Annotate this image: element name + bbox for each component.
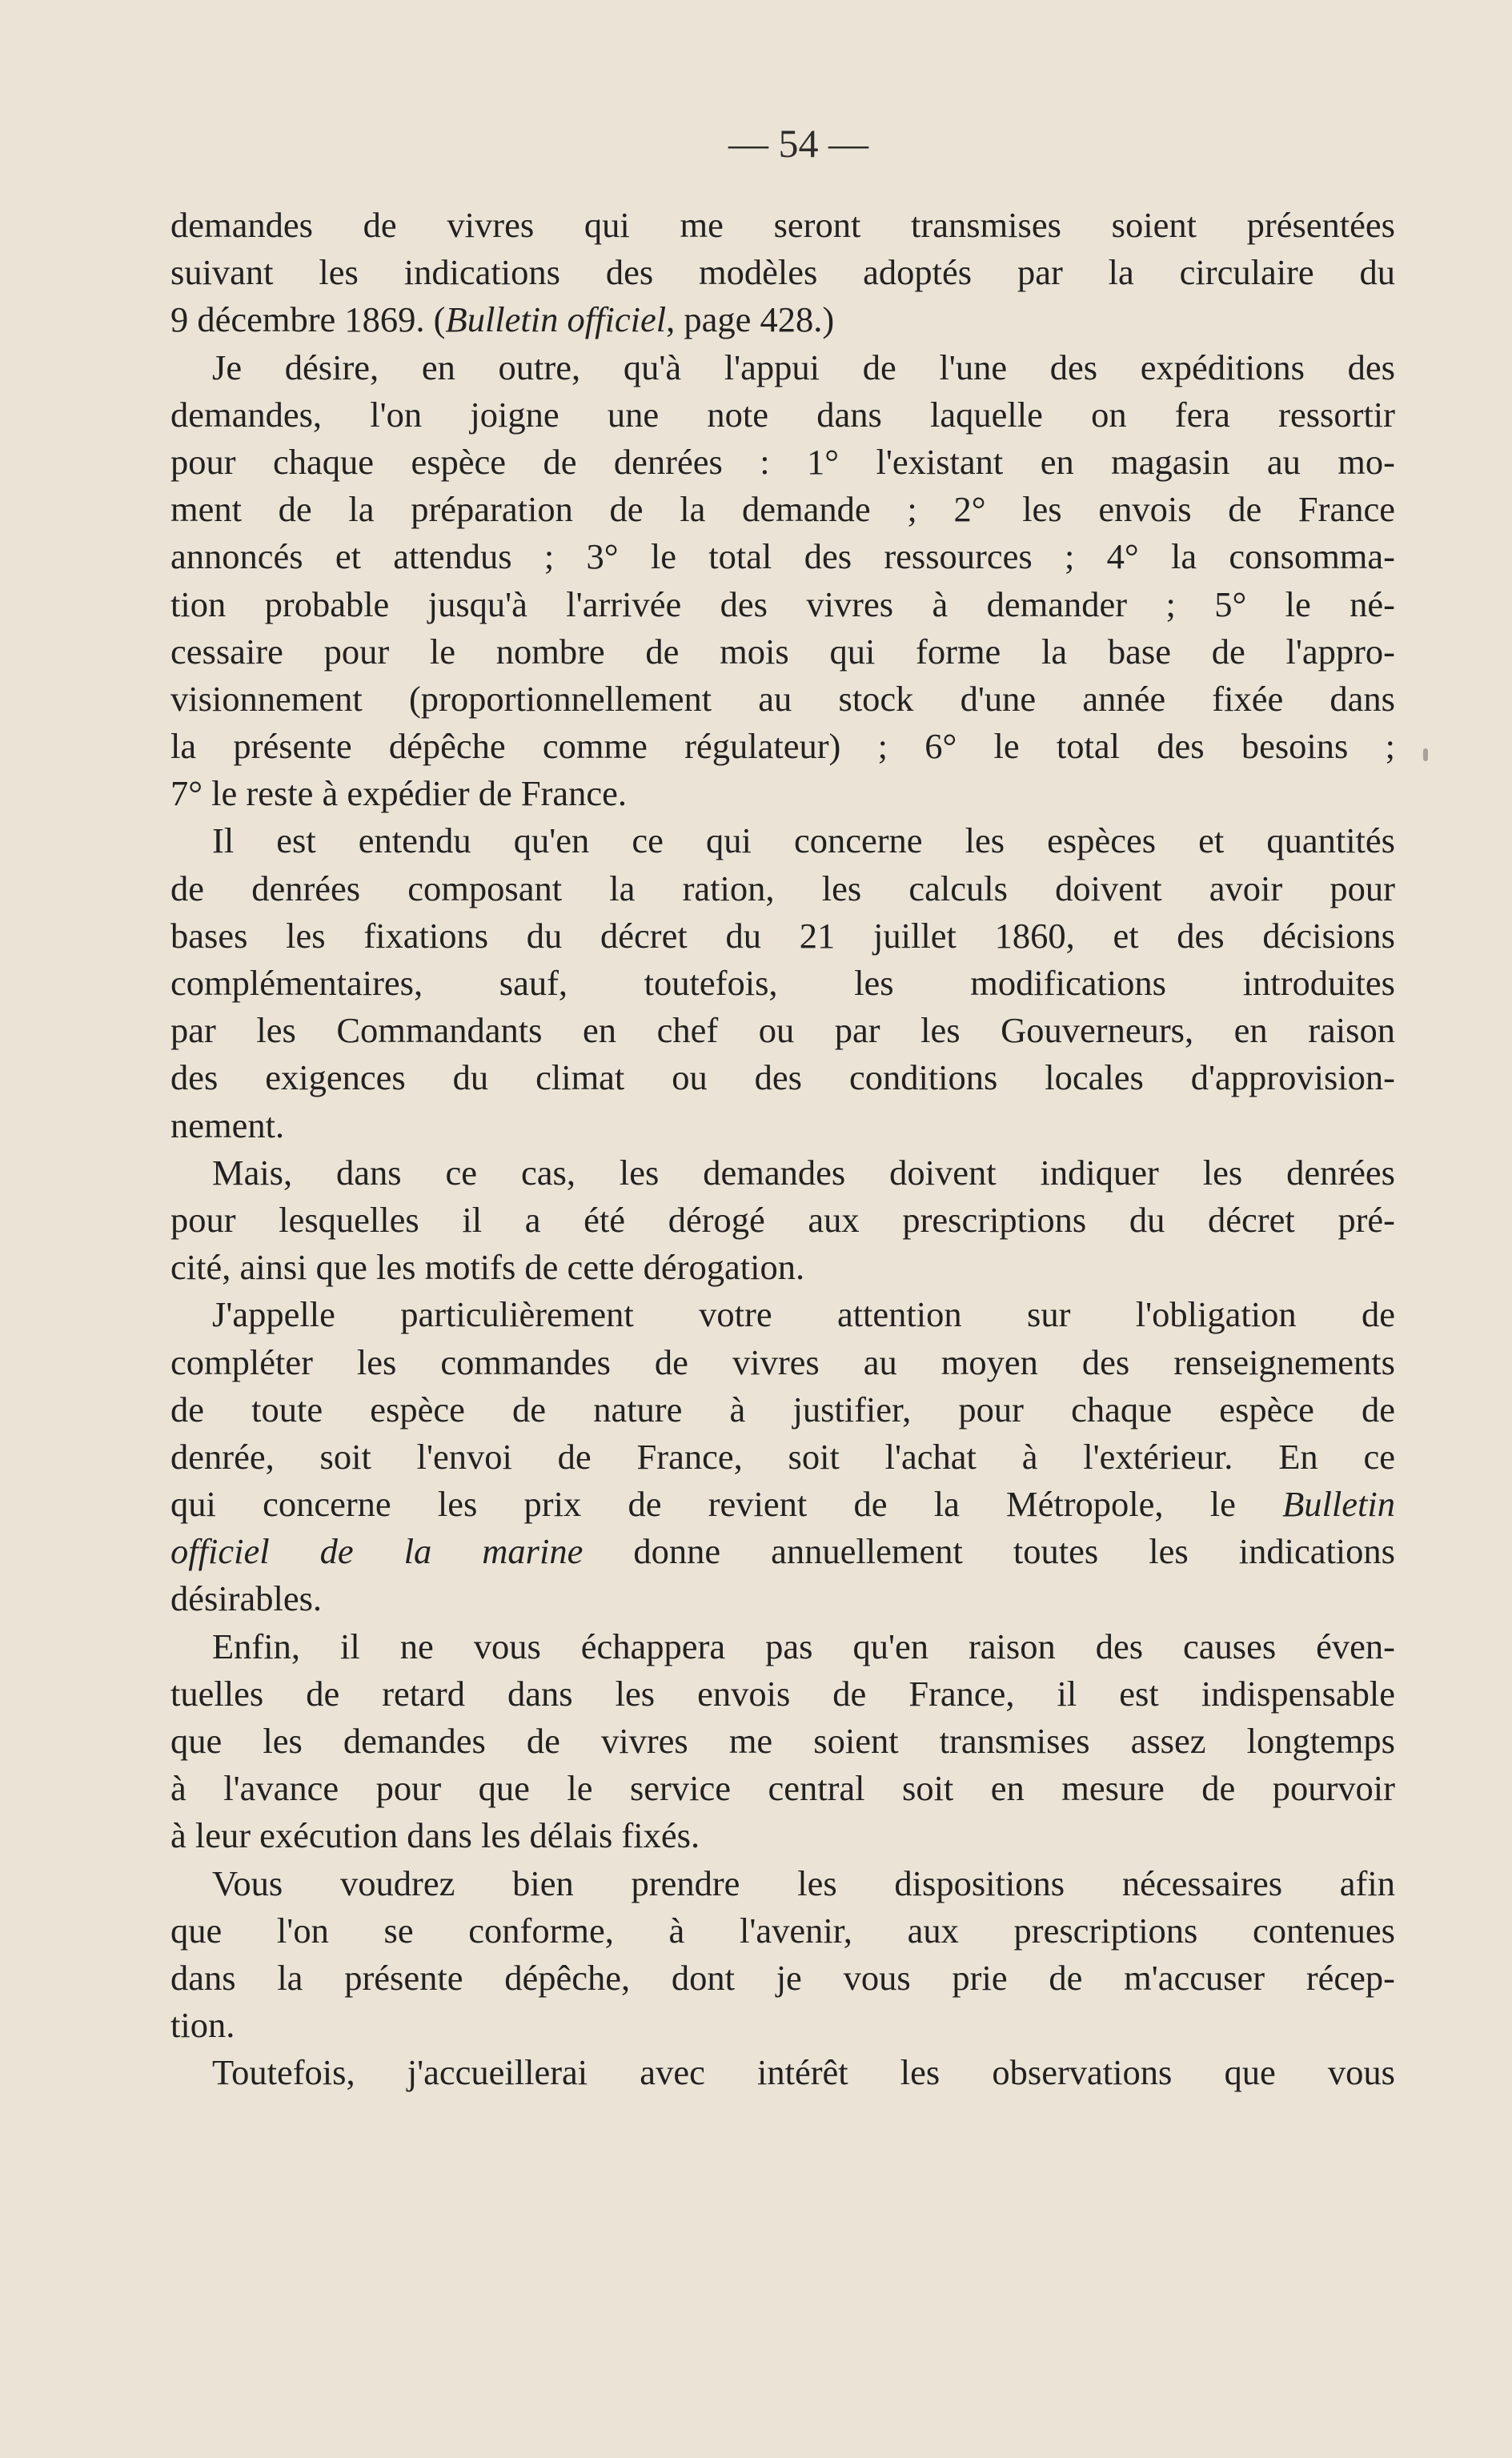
text-line: Toutefois, j'accueillerai avec intérêt les observations que vous	[212, 2052, 1395, 2093]
text-line: 7° le reste à expédier de France.	[170, 773, 628, 814]
text-line: Vous voudrez bien prendre les dispositions nécessaires afin	[212, 1863, 1395, 1903]
text-line: la présente dépêche comme régulateur) ; 6° le total des besoins ;	[170, 726, 1395, 767]
text-line: pour lesquelles il a été dérogé aux prescriptions du décret pré-	[170, 1199, 1395, 1240]
text-line: complémentaires, sauf, toutefois, les modifications introduites	[170, 963, 1395, 1003]
text-line: tion.	[170, 2005, 235, 2046]
text-line: Enfin, il ne vous échappera pas qu'en raison des causes éven-	[212, 1626, 1395, 1666]
text-line: à leur exécution dans les délais fixés.	[170, 1815, 700, 1856]
text-line: à l'avance pour que le service central soit en mesure de pourvoir	[170, 1768, 1395, 1809]
text-line: cessaire pour le nombre de mois qui forme la base de l'appro-	[170, 631, 1395, 672]
italic-title: Bulletin officiel	[445, 299, 667, 340]
text-line: demandes de vivres qui me seront transmises soient présentées	[170, 205, 1395, 245]
text-line: cité, ainsi que les motifs de cette dérogation.	[170, 1247, 805, 1288]
text-line: désirables.	[170, 1578, 323, 1619]
text-line: de denrées composant la ration, les calculs doivent avoir pour	[170, 868, 1395, 908]
text-line: Je désire, en outre, qu'à l'appui de l'une des expéditions des	[212, 347, 1395, 387]
text-line: nement.	[170, 1105, 285, 1145]
text-line: qui concerne les prix de revient de la Métropole, le Bulletin	[170, 1484, 1395, 1525]
text-line: J'appelle particulièrement votre attention sur l'obligation de	[212, 1294, 1395, 1335]
text-line: ment de la préparation de la demande ; 2° les envois de France	[170, 489, 1395, 530]
text-line: bases les fixations du décret du 21 juillet 1860, et des décisions	[170, 915, 1395, 956]
page-number: — 54 —	[728, 121, 868, 166]
text-line: demandes, l'on joigne une note dans laquelle on fera ressortir	[170, 394, 1395, 435]
text-line: que l'on se conforme, à l'avenir, aux prescriptions contenues	[170, 1910, 1395, 1951]
text-line: annoncés et attendus ; 3° le total des ressources ; 4° la consomma-	[170, 536, 1395, 577]
text-line: tuelles de retard dans les envois de France, il est indispensable	[170, 1673, 1395, 1714]
italic-title: Bulletin	[1282, 1484, 1395, 1525]
text-line: denrée, soit l'envoi de France, soit l'achat à l'extérieur. En ce	[170, 1436, 1395, 1477]
text-line: par les Commandants en chef ou par les Gouverneurs, en raison	[170, 1010, 1395, 1051]
text-line: officiel de la marine donne annuellement toutes les indications	[170, 1531, 1395, 1572]
text-line: compléter les commandes de vivres au moyen des renseignements	[170, 1341, 1395, 1382]
text-line: de toute espèce de nature à justifier, pour chaque espèce de	[170, 1389, 1395, 1429]
text-line: visionnement (proportionnellement au stock d'une année fixée dans	[170, 678, 1395, 719]
text-line: que les demandes de vivres me soient transmises assez longtemps	[170, 1721, 1395, 1761]
text-line: dans la présente dépêche, dont je vous prie de m'accuser récep-	[170, 1957, 1395, 1998]
text-line: suivant les indications des modèles adoptés par la circulaire du	[170, 252, 1395, 293]
body-text	[170, 202, 1395, 2097]
text-line: Il est entendu qu'en ce qui concerne les espèces et quantités	[212, 820, 1395, 861]
margin-mark	[1423, 748, 1428, 761]
text-line: des exigences du climat ou des conditions locales d'approvision-	[170, 1057, 1395, 1098]
text-line: tion probable jusqu'à l'arrivée des vivres à demander ; 5° le né-	[170, 583, 1395, 624]
text-line: pour chaque espèce de denrées : 1° l'existant en magasin au mo-	[170, 441, 1395, 482]
text-line: Mais, dans ce cas, les demandes doivent indiquer les denrées	[212, 1152, 1395, 1193]
text-line: 9 décembre 1869. (Bulletin officiel, page 428.)	[170, 299, 835, 340]
italic-title: officiel de la marine	[170, 1531, 584, 1572]
